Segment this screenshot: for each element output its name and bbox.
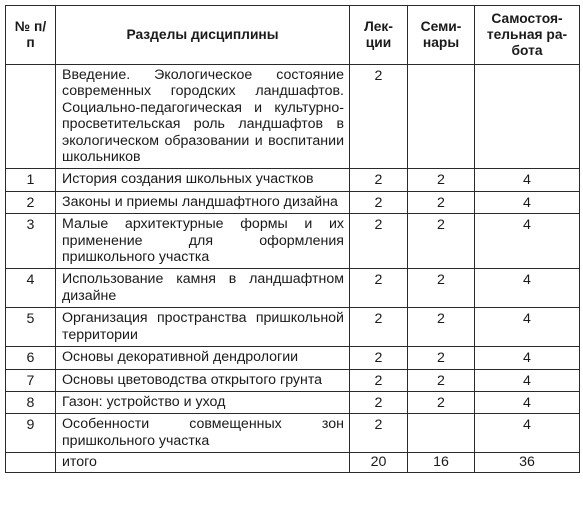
table-row bbox=[6, 391, 580, 413]
total-self-study: 36 bbox=[475, 453, 580, 472]
row-self-study: 4 bbox=[475, 269, 580, 308]
row-title: Газон: устройство и уход bbox=[56, 391, 350, 413]
row-lectures: 2 bbox=[350, 191, 408, 213]
row-number: 7 bbox=[6, 369, 56, 391]
table-row bbox=[6, 191, 580, 213]
row-self-study: 4 bbox=[475, 414, 580, 453]
row-seminars: 2 bbox=[408, 308, 475, 347]
header-lectures: Лек-ции bbox=[350, 6, 408, 65]
table-row bbox=[6, 65, 580, 169]
table-row bbox=[6, 214, 580, 269]
table-row bbox=[6, 308, 580, 347]
total-label: итого bbox=[56, 453, 350, 472]
row-self-study: 4 bbox=[475, 191, 580, 213]
row-self-study: 4 bbox=[475, 369, 580, 391]
table-row bbox=[6, 269, 580, 308]
row-title: История создания школьных участков bbox=[56, 169, 350, 191]
table-row bbox=[6, 347, 580, 369]
row-number bbox=[6, 65, 56, 169]
row-title: Организация пространства пришкольной территории bbox=[56, 308, 350, 347]
row-number: 8 bbox=[6, 391, 56, 413]
row-number: 1 bbox=[6, 169, 56, 191]
row-seminars bbox=[408, 65, 475, 169]
row-lectures: 2 bbox=[350, 169, 408, 191]
row-title: Использование камня в ландшафтном дизайне bbox=[56, 269, 350, 308]
row-self-study: 4 bbox=[475, 391, 580, 413]
row-lectures: 2 bbox=[350, 391, 408, 413]
row-lectures: 2 bbox=[350, 308, 408, 347]
row-title: Основы декоративной дендрологии bbox=[56, 347, 350, 369]
row-title: Законы и приемы ландшафтного дизайна bbox=[56, 191, 350, 213]
row-title: Введение. Экологическое состояние современных городских ландшафтов. Социально-педагогическая и культурно-просветительская роль ландшафтов в экологическом образовании и воспитании школьников bbox=[56, 65, 350, 169]
table-row bbox=[6, 369, 580, 391]
row-number: 6 bbox=[6, 347, 56, 369]
row-seminars: 2 bbox=[408, 214, 475, 269]
table-row bbox=[6, 169, 580, 191]
row-number: 9 bbox=[6, 414, 56, 453]
row-title: Малые архитектурные формы и их применение для оформления пришкольного участка bbox=[56, 214, 350, 269]
row-seminars bbox=[408, 414, 475, 453]
row-self-study: 4 bbox=[475, 308, 580, 347]
total-lectures: 20 bbox=[350, 453, 408, 472]
row-seminars: 2 bbox=[408, 369, 475, 391]
row-number: 5 bbox=[6, 308, 56, 347]
row-seminars: 2 bbox=[408, 391, 475, 413]
total-seminars: 16 bbox=[408, 453, 475, 472]
row-self-study bbox=[475, 65, 580, 169]
row-seminars: 2 bbox=[408, 269, 475, 308]
row-lectures: 2 bbox=[350, 214, 408, 269]
curriculum-table bbox=[5, 5, 580, 473]
table-row bbox=[6, 414, 580, 453]
row-self-study: 4 bbox=[475, 347, 580, 369]
total-row bbox=[6, 453, 580, 472]
row-lectures: 2 bbox=[350, 369, 408, 391]
row-self-study: 4 bbox=[475, 214, 580, 269]
header-num: № п/п bbox=[6, 6, 56, 65]
row-number: 4 bbox=[6, 269, 56, 308]
total-number-cell bbox=[6, 453, 56, 472]
row-self-study: 4 bbox=[475, 169, 580, 191]
row-lectures: 2 bbox=[350, 269, 408, 308]
row-lectures: 2 bbox=[350, 347, 408, 369]
header-row bbox=[6, 6, 580, 65]
row-number: 3 bbox=[6, 214, 56, 269]
header-seminars: Семи-нары bbox=[408, 6, 475, 65]
row-seminars: 2 bbox=[408, 169, 475, 191]
row-seminars: 2 bbox=[408, 347, 475, 369]
row-number: 2 bbox=[6, 191, 56, 213]
header-self-study: Самостоя-тельная ра-бота bbox=[475, 6, 580, 65]
row-seminars: 2 bbox=[408, 191, 475, 213]
row-lectures: 2 bbox=[350, 414, 408, 453]
row-title: Основы цветоводства открытого грунта bbox=[56, 369, 350, 391]
row-lectures: 2 bbox=[350, 65, 408, 169]
row-title: Особенности совмещенных зон пришкольного участка bbox=[56, 414, 350, 453]
header-section: Разделы дисциплины bbox=[56, 6, 350, 65]
document-page bbox=[5, 5, 579, 473]
